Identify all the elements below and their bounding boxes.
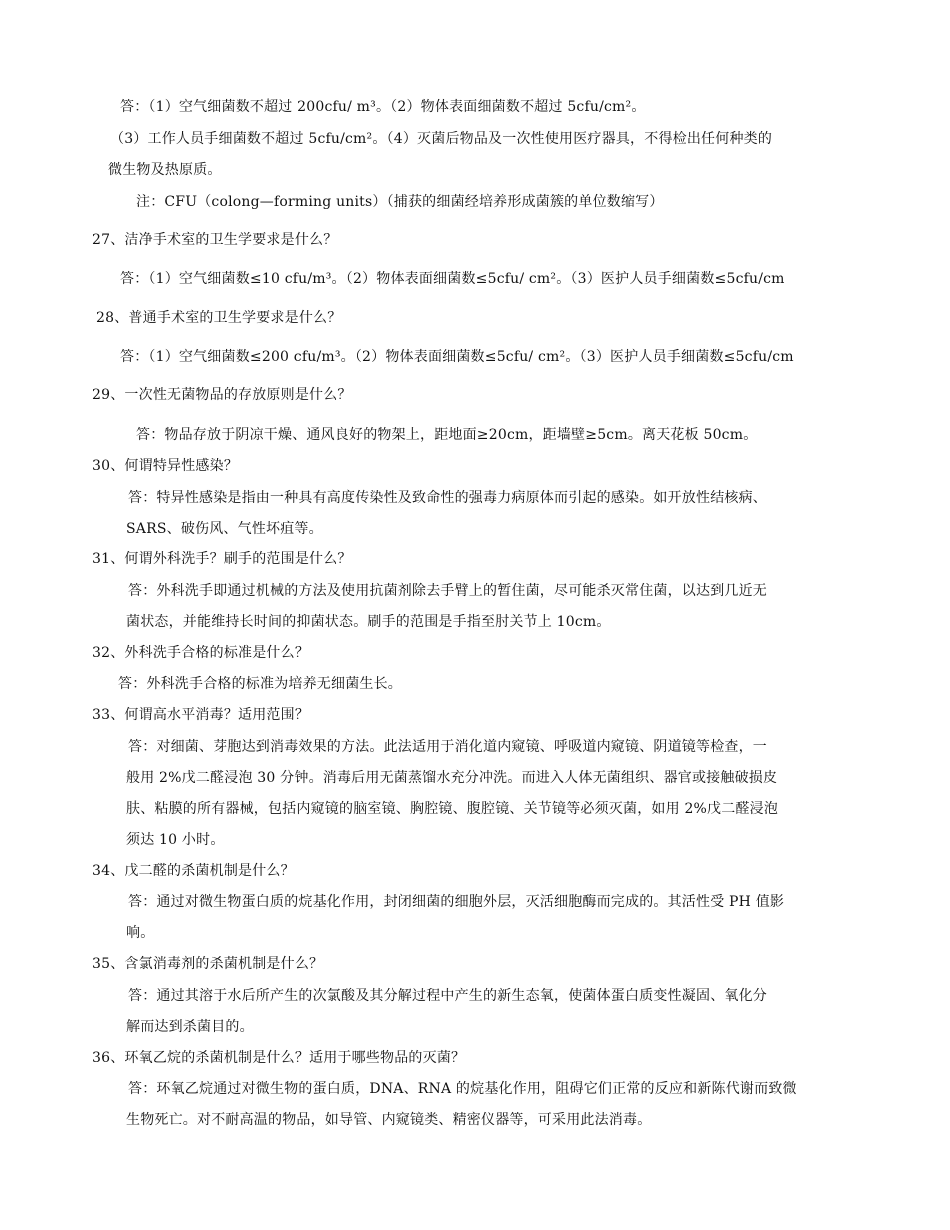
question-heading: 30、何谓特异性感染？ [92,458,239,474]
answer-line: SARS、破伤风、气性坏疽等。 [126,521,323,537]
question-heading: 31、何谓外科洗手？刷手的范围是什么？ [92,551,352,567]
answer-line: 答：（1）空气细菌数≤10 cfu/m³。（2）物体表面细菌数≤5cfu/ cm²。（3）医护人员手细菌数≤5cfu/cm [120,271,785,287]
question-heading: 28、普通手术室的卫生学要求是什么？ [96,310,342,326]
answer-line: 解而达到杀菌目的。 [126,1019,254,1035]
answer-line: 微生物及热原质。 [108,162,222,178]
answer-line: 答：通过其溶于水后所产生的次氯酸及其分解过程中产生的新生态氧，使菌体蛋白质变性凝固、氧化分 [128,988,767,1004]
question-heading: 32、外科洗手合格的标准是什么？ [92,645,310,661]
answer-line: 生物死亡。对不耐高温的物品，如导管、内窥镜类、精密仪器等，可采用此法消毒。 [126,1112,652,1128]
answer-line: 响。 [126,925,155,941]
answer-line: 答：物品存放于阴凉干燥、通风良好的物架上，距地面≥20cm，距墙壁≥5cm。离天花板 50cm。 [136,427,758,443]
question-heading: 29、一次性无菌物品的存放原则是什么？ [92,387,352,403]
answer-line: 答：外科洗手合格的标准为培养无细菌生长。 [118,676,402,692]
question-heading: 33、何谓高水平消毒？适用范围？ [92,707,310,723]
answer-line: 答：外科洗手即通过机械的方法及使用抗菌剂除去手臂上的暂住菌，尽可能杀灭常住菌，以达到几近无 [128,583,767,599]
answer-line: （3）工作人员手细菌数不超过 5cfu/cm²。（4）灭菌后物品及一次性使用医疗器具，不得检出任何种类的 [110,131,773,147]
answer-line: 答：特异性感染是指由一种具有高度传染性及致命性的强毒力病原体而引起的感染。如开放性结核病、 [128,490,767,506]
note-line: 注：CFU（colong—forming units）（捕获的细菌经培养形成菌簇的单位数缩写） [136,194,664,210]
question-heading: 27、洁净手术室的卫生学要求是什么？ [92,232,338,248]
answer-line: 答：（1）空气细菌数≤200 cfu/m³。（2）物体表面细菌数≤5cfu/ cm²。（3）医护人员手细菌数≤5cfu/cm [120,349,794,365]
answer-line: 答：（1）空气细菌数不超过 200cfu/ m³。（2）物体表面细菌数不超过 5cfu/cm²。 [120,99,646,115]
question-heading: 36、环氧乙烷的杀菌机制是什么？适用于哪些物品的灭菌？ [92,1050,466,1066]
answer-line: 答：对细菌、芽胞达到消毒效果的方法。此法适用于消化道内窥镜、呼吸道内窥镜、阴道镜等检查，一 [128,739,767,755]
answer-line: 须达 10 小时。 [126,832,225,848]
question-heading: 35、含氯消毒剂的杀菌机制是什么？ [92,956,324,972]
answer-line: 答：通过对微生物蛋白质的烷基化作用，封闭细菌的细胞外层，灭活细胞酶而完成的。其活性受 PH 值影 [128,894,785,910]
answer-line: 答：环氧乙烷通过对微生物的蛋白质，DNA、RNA 的烷基化作用，阻碍它们正常的反应和新陈代谢而致微 [128,1081,797,1097]
answer-line: 般用 2%戊二醛浸泡 30 分钟。消毒后用无菌蒸馏水充分冲洗。而进入人体无菌组织、器官或接触破损皮 [126,770,778,786]
question-heading: 34、戊二醛的杀菌机制是什么？ [92,863,295,879]
answer-line: 菌状态，并能维持长时间的抑菌状态。刷手的范围是手指至肘关节上 10cm。 [126,614,611,630]
answer-line: 肤、粘膜的所有器械，包括内窥镜的脑室镜、胸腔镜、腹腔镜、关节镜等必须灭菌，如用 2%戊二醛浸泡 [126,801,779,817]
